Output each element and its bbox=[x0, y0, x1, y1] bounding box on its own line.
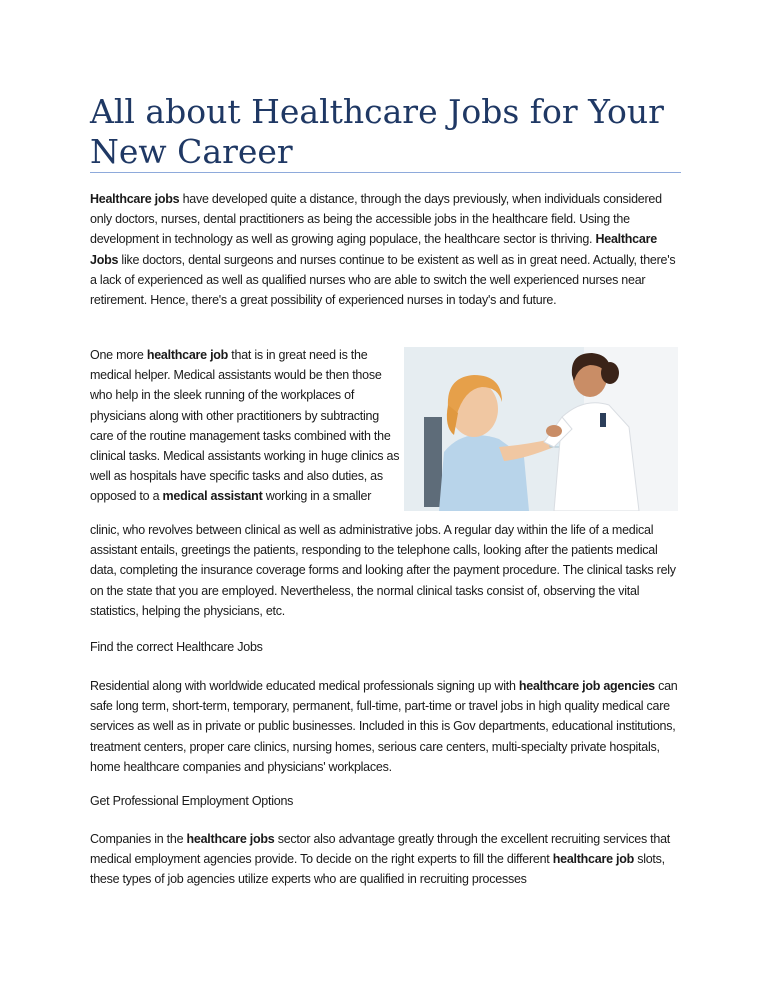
bold-term: healthcare job bbox=[146, 348, 229, 362]
paragraph-medical-assistant-day: clinic, who revolves between clinical as well as administrative jobs. A regular day within the life of a medical assistant entails, greetings the patients, responding to the telephone calls, looking after the patients medical data, completing the insurance coverage forms and looking after the payment procedure. The clinical tasks rely on the state that you are employed. Nevertheless, the normal clinical tasks consist of, observing the vital statistics, helping the physicians, etc. bbox=[90, 523, 676, 618]
bold-term: Healthcare Jobs bbox=[90, 232, 657, 267]
bold-term: healthcare job agencies bbox=[518, 679, 655, 693]
paragraph-text: working in a smaller bbox=[262, 489, 372, 504]
paragraph-text: that is in great need is the medical helper. Medical assistants would be then those who help in the sleek running of the workplaces of physicians along with other practitioners by subtracting care of the routine management tasks combined with the clinical tasks. Medical assistants working in huge clinics as well as hospitals have specific tasks and also duties, as opposed to a bbox=[90, 348, 400, 504]
bold-term: healthcare jobs bbox=[186, 832, 275, 846]
paragraph-text: Companies in the bbox=[90, 832, 187, 846]
paragraph-text: have developed quite a distance, through the days previously, when individuals considered only doctors, nurses, dental practitioners as being the accessible jobs in the healthcare field. Using the development in technology as well as growing aging populace, the healthcare sector is thriving. bbox=[90, 192, 662, 247]
paragraph-text: sector also advantage greatly through the excellent recruiting services that medical employment agencies provide. To decide on the right experts to fill the different bbox=[90, 832, 671, 867]
nurse-patient-photo bbox=[404, 347, 678, 511]
paragraph-medical-helper bbox=[90, 345, 400, 507]
page-title: All about Healthcare Jobs for Your New Career bbox=[90, 92, 664, 171]
section-heading-find-jobs: Find the correct Healthcare Jobs bbox=[90, 640, 263, 654]
paragraph-intro bbox=[90, 189, 682, 310]
paragraph-companies bbox=[90, 829, 682, 890]
paragraph-text: Residential along with worldwide educated medical professionals signing up with bbox=[90, 679, 519, 693]
bold-term: medical assistant bbox=[162, 489, 263, 504]
paragraph-text: One more bbox=[90, 348, 147, 362]
bold-term: healthcare job bbox=[552, 852, 634, 867]
section-heading-employment-options: Get Professional Employment Options bbox=[90, 794, 294, 808]
paragraph-text: slots, these types of job agencies utilize experts who are qualified in recruiting processes bbox=[90, 852, 665, 887]
bold-term: Healthcare jobs bbox=[90, 192, 180, 206]
title-underline bbox=[90, 172, 681, 173]
paragraph-agencies bbox=[90, 676, 682, 777]
paragraph-text: like doctors, dental surgeons and nurses continue to be existent as well as in great need. Actually, there's a lack of experienced as well as qualified nurses who are able to switch the well experienced nurses near retirement. Hence, there's a great possibility of experienced nurses in today's and future. bbox=[90, 252, 676, 308]
paragraph-text: can safe long term, short-term, temporary, permanent, full-time, part-time or travel jobs in high quality medical care services as well as in private or public businesses. Included in this is Gov departments, educational institutions, treatment centers, proper care clinics, nursing homes, serious care centers, multi-specialty private hospitals, home healthcare companies and physicians' workplaces. bbox=[90, 679, 678, 774]
